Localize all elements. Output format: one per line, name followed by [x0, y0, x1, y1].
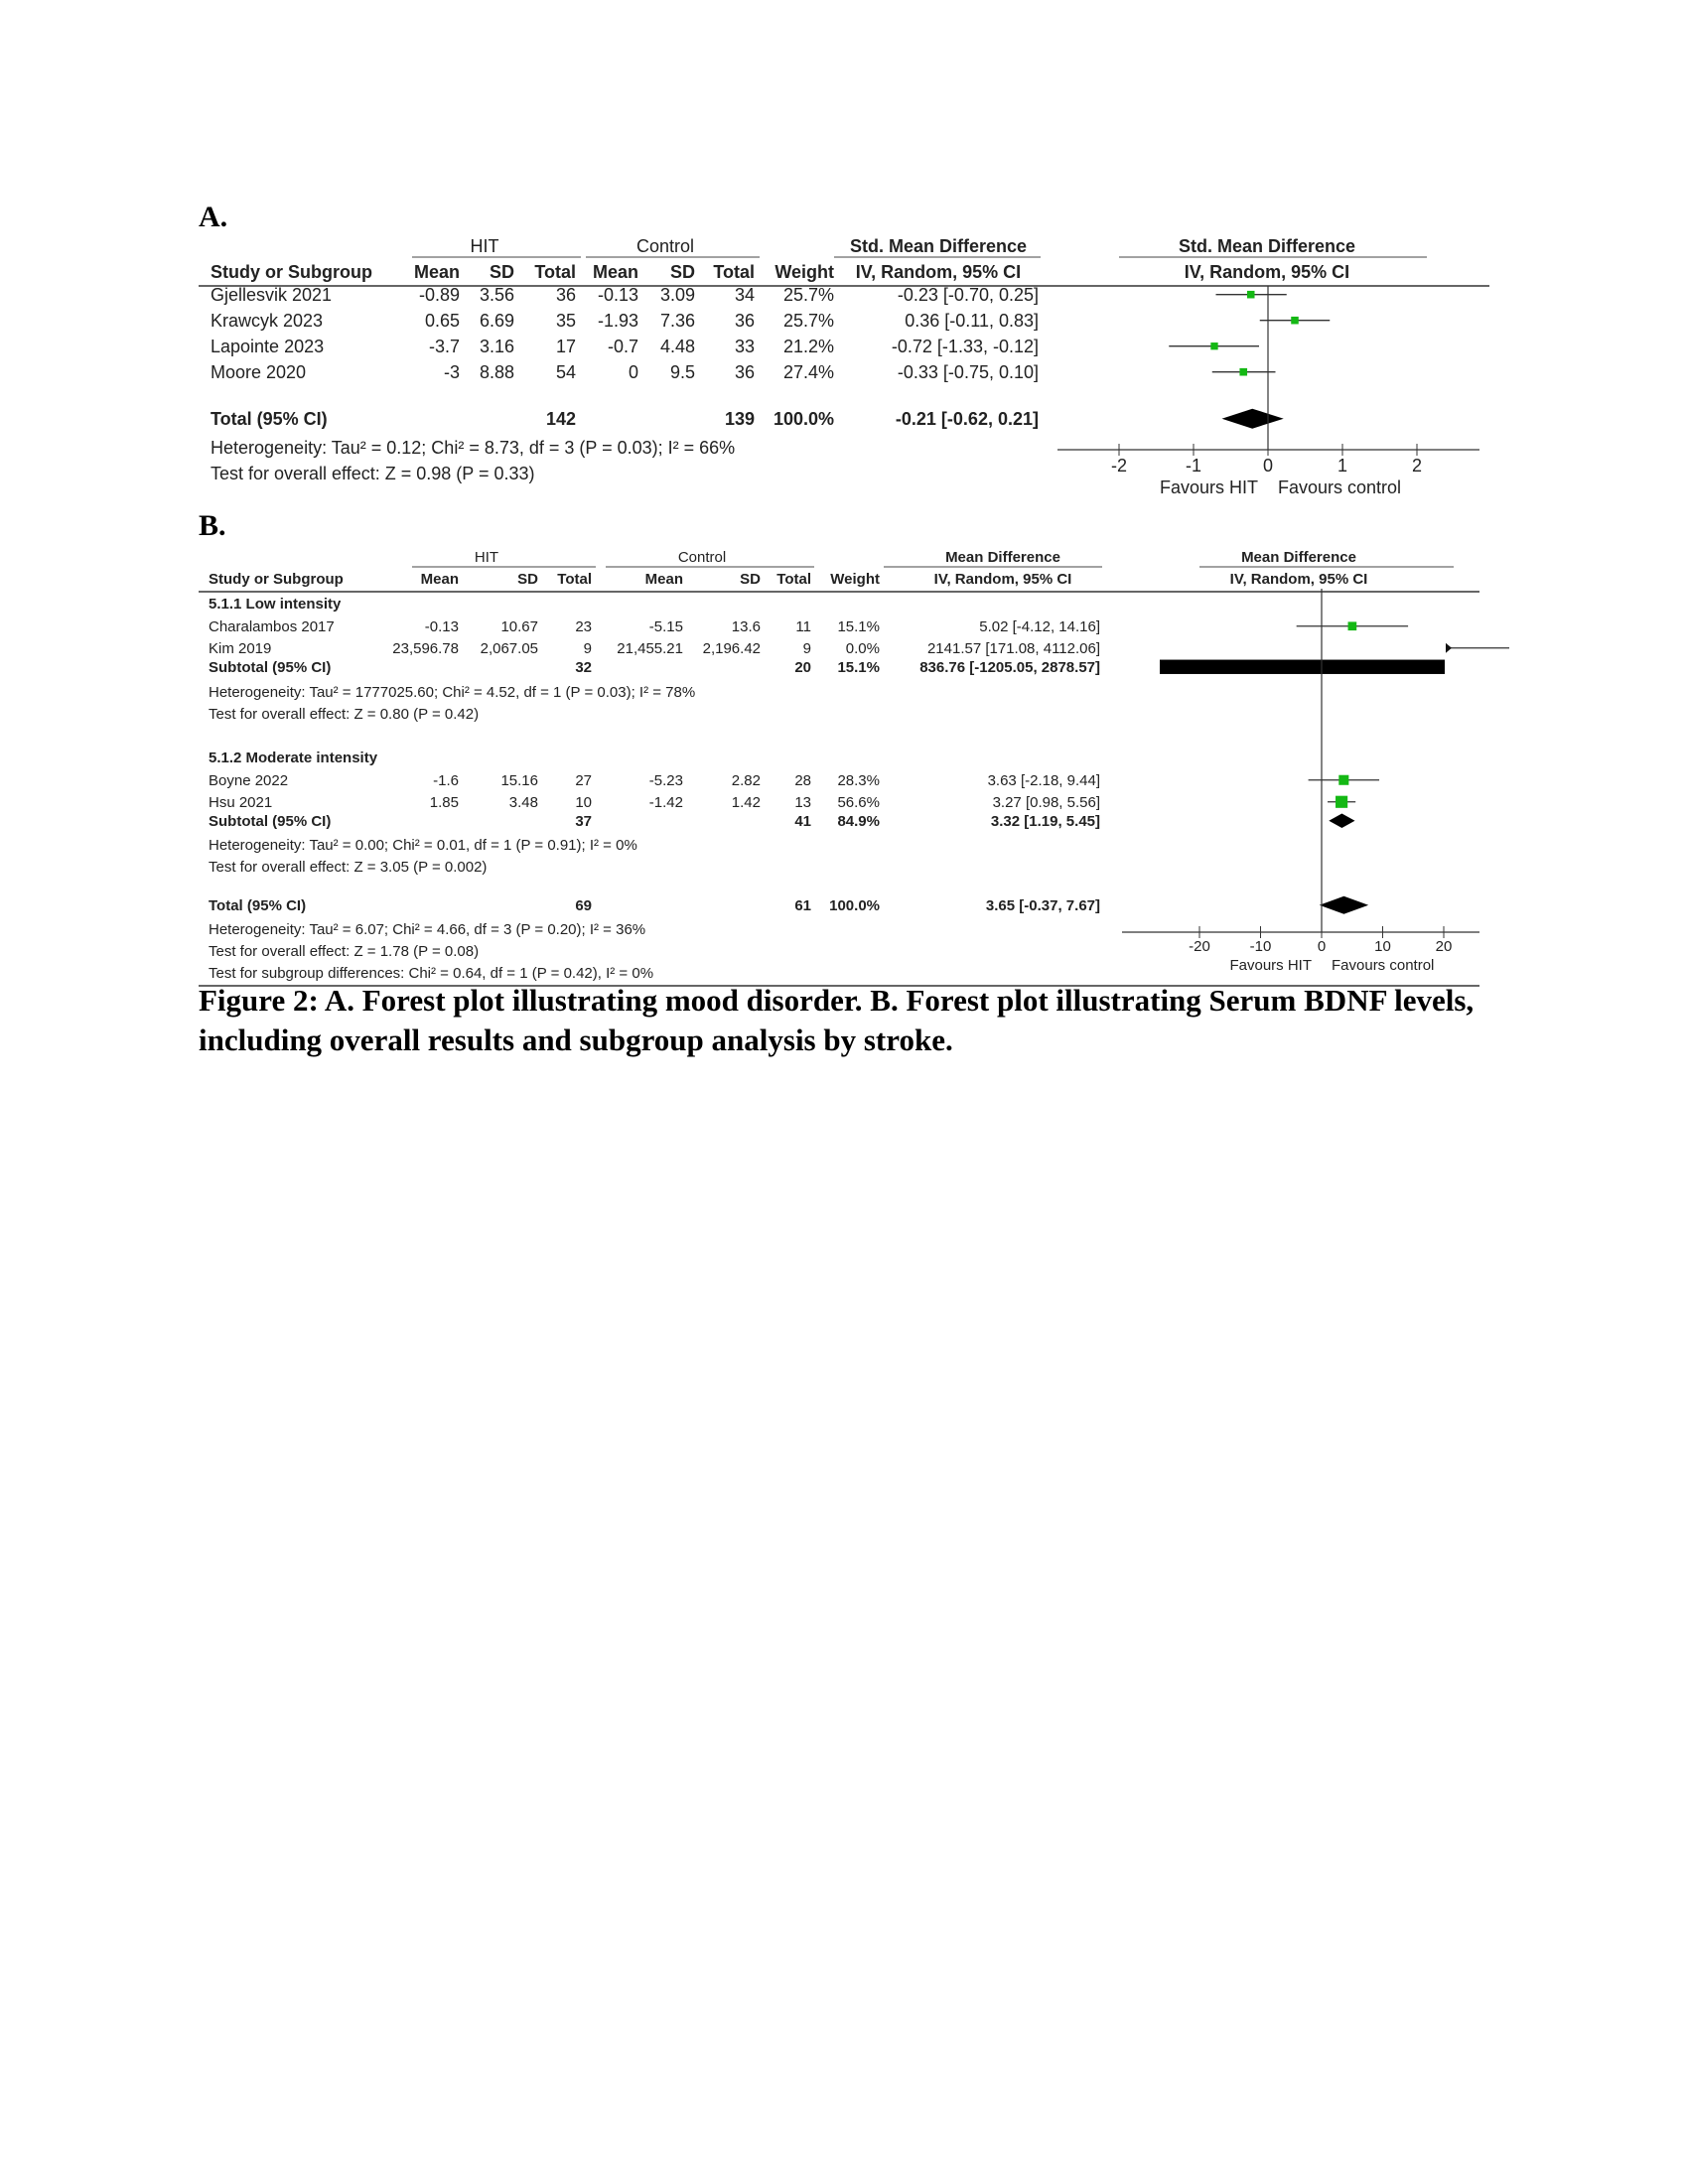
cell-n_e: 37 [575, 813, 592, 830]
cell-weight: 21.2% [782, 337, 834, 356]
cell-weight: 15.1% [837, 659, 880, 676]
total-label: Total (95% CI) [209, 897, 307, 914]
statistics-note: Heterogeneity: Tau² = 0.12; Chi² = 8.73, df = 3 (P = 0.03); I² = 66% [211, 438, 736, 458]
study-name: Boyne 2022 [209, 772, 289, 789]
cell-n_e: 36 [555, 285, 576, 305]
cell-sd_c: 1.42 [731, 794, 761, 811]
cell-ci_text: 2141.57 [171.08, 4112.06] [926, 640, 1100, 657]
cell-n_c: 20 [794, 659, 811, 676]
cell-mean_c: -5.23 [648, 772, 683, 789]
subtotal-diamond [1329, 814, 1354, 828]
cell-weight: 25.7% [782, 311, 834, 331]
cell-weight: 27.4% [782, 362, 834, 382]
control-group-header: Control [677, 549, 727, 566]
cell-n_c: 11 [795, 618, 811, 635]
cell-sd_e: 3.16 [479, 337, 514, 356]
column-header: SD [517, 571, 538, 588]
cell-n_c: 33 [734, 337, 755, 356]
effect-header-title: Mean Difference [945, 549, 1060, 566]
cell-weight: 84.9% [837, 813, 880, 830]
column-header: SD [489, 262, 514, 282]
column-header: Total [713, 262, 755, 282]
cell-n_e: 10 [575, 794, 592, 811]
effect-header-method: IV, Random, 95% CI [855, 262, 1022, 282]
favours-right-label: Favours control [1332, 957, 1435, 974]
cell-ci_text: -0.33 [-0.75, 0.10] [897, 362, 1039, 382]
ci-overflow-arrow [1446, 643, 1452, 653]
cell-n_e: 17 [555, 337, 576, 356]
cell-sd_e: 15.16 [500, 772, 538, 789]
column-header: Study or Subgroup [209, 571, 344, 588]
favours-left-label: Favours HIT [1159, 478, 1258, 497]
cell-ci_text: 836.76 [-1205.05, 2878.57] [919, 659, 1100, 676]
panel-a-label: A. [199, 201, 228, 233]
x-tick-label: -1 [1185, 456, 1202, 476]
effect-header-title: Std. Mean Difference [849, 236, 1028, 256]
cell-n_e: 27 [575, 772, 592, 789]
x-tick-label: 0 [1317, 938, 1327, 955]
x-tick-label: 10 [1374, 938, 1391, 955]
cell-n_e: 32 [575, 659, 592, 676]
cell-sd_c: 7.36 [659, 311, 695, 331]
study-name: Gjellesvik 2021 [211, 285, 333, 305]
study-name: Kim 2019 [209, 640, 272, 657]
point-estimate-square [1336, 796, 1347, 808]
point-estimate-square [1348, 621, 1357, 630]
statistics-note: Heterogeneity: Tau² = 1777025.60; Chi² = 4.52, df = 1 (P = 0.03); I² = 78% [209, 684, 696, 701]
point-estimate-square [1247, 291, 1255, 299]
cell-weight: 100.0% [829, 897, 880, 914]
total-diamond [1222, 409, 1284, 429]
cell-ci_text: 0.36 [-0.11, 0.83] [905, 311, 1039, 331]
study-name: Lapointe 2023 [211, 337, 325, 356]
subtotal-label: Subtotal (95% CI) [209, 659, 332, 676]
cell-ci_text: 3.65 [-0.37, 7.67] [985, 897, 1100, 914]
point-estimate-square [1291, 317, 1299, 325]
cell-weight: 25.7% [782, 285, 834, 305]
column-header: Mean [592, 262, 638, 282]
cell-n_c: 28 [794, 772, 811, 789]
cell-n_c: 34 [734, 285, 755, 305]
cell-sd_c: 4.48 [659, 337, 695, 356]
plot-header-method: IV, Random, 95% CI [1184, 262, 1350, 282]
total-diamond [1320, 896, 1368, 914]
cell-n_c: 36 [734, 311, 755, 331]
cell-n_e: 35 [555, 311, 576, 331]
panel-b-label: B. [199, 509, 226, 542]
cell-n_c: 36 [734, 362, 755, 382]
column-header: Weight [774, 262, 834, 282]
point-estimate-square [1239, 368, 1247, 376]
column-header: Mean [413, 262, 460, 282]
column-header: Total [557, 571, 592, 588]
cell-ci_text: 3.63 [-2.18, 9.44] [987, 772, 1100, 789]
cell-weight: 56.6% [837, 794, 880, 811]
control-group-header: Control [635, 236, 695, 256]
statistics-note: Test for subgroup differences: Chi² = 0.64, df = 1 (P = 0.42), I² = 0% [209, 965, 654, 982]
x-tick-label: -20 [1189, 938, 1210, 955]
cell-n_c: 139 [724, 409, 755, 429]
cell-ci_text: 3.27 [0.98, 5.56] [992, 794, 1100, 811]
subtotal-label: Subtotal (95% CI) [209, 813, 332, 830]
cell-n_e: 9 [583, 640, 592, 657]
plot-header-title: Mean Difference [1241, 549, 1356, 566]
hit-group-header: HIT [470, 236, 499, 256]
cell-n_c: 41 [794, 813, 811, 830]
cell-sd_e: 3.48 [508, 794, 538, 811]
cell-mean_e: -3.7 [428, 337, 460, 356]
forest-plot-b [199, 541, 1509, 988]
cell-ci_text: 3.32 [1.19, 5.45] [990, 813, 1100, 830]
favours-left-label: Favours HIT [1229, 957, 1312, 974]
cell-ci_text: -0.21 [-0.62, 0.21] [895, 409, 1039, 429]
column-header: Total [534, 262, 576, 282]
statistics-note: Test for overall effect: Z = 1.78 (P = 0.08) [209, 943, 480, 960]
cell-mean_c: -0.7 [607, 337, 638, 356]
statistics-note: Heterogeneity: Tau² = 0.00; Chi² = 0.01, df = 1 (P = 0.91); I² = 0% [209, 837, 637, 854]
x-tick-label: -2 [1110, 456, 1128, 476]
cell-mean_c: -5.15 [648, 618, 683, 635]
subgroup-title: 5.1.1 Low intensity [209, 596, 342, 613]
cell-n_c: 61 [794, 897, 811, 914]
cell-mean_c: -1.42 [648, 794, 683, 811]
cell-ci_text: 5.02 [-4.12, 14.16] [979, 618, 1100, 635]
cell-mean_e: 1.85 [429, 794, 459, 811]
statistics-note: Heterogeneity: Tau² = 6.07; Chi² = 4.66, df = 3 (P = 0.20); I² = 36% [209, 921, 646, 938]
point-estimate-square [1338, 775, 1348, 785]
effect-header-method: IV, Random, 95% CI [933, 571, 1072, 588]
column-header: Mean [644, 571, 683, 588]
statistics-note: Test for overall effect: Z = 3.05 (P = 0.002) [209, 859, 488, 876]
cell-sd_e: 8.88 [479, 362, 514, 382]
statistics-note: Test for overall effect: Z = 0.80 (P = 0.42) [209, 706, 480, 723]
point-estimate-square [1210, 342, 1217, 349]
column-header: SD [669, 262, 695, 282]
x-tick-label: 1 [1336, 456, 1348, 476]
cell-n_e: 23 [575, 618, 592, 635]
cell-n_c: 9 [802, 640, 811, 657]
x-tick-label: 20 [1435, 938, 1453, 955]
forest-plot-a [199, 228, 1509, 511]
cell-sd_c: 2,196.42 [702, 640, 761, 657]
cell-mean_c: -0.13 [597, 285, 638, 305]
total-label: Total (95% CI) [211, 409, 328, 429]
cell-weight: 100.0% [773, 409, 834, 429]
cell-sd_c: 3.09 [659, 285, 695, 305]
cell-weight: 28.3% [837, 772, 880, 789]
cell-mean_c: -1.93 [597, 311, 638, 331]
subgroup-title: 5.1.2 Moderate intensity [209, 750, 378, 766]
x-tick-label: 0 [1262, 456, 1274, 476]
cell-ci_text: -0.23 [-0.70, 0.25] [897, 285, 1039, 305]
cell-sd_e: 10.67 [500, 618, 538, 635]
study-name: Charalambos 2017 [209, 618, 335, 635]
cell-sd_c: 9.5 [669, 362, 695, 382]
x-tick-label: 2 [1411, 456, 1423, 476]
study-name: Moore 2020 [211, 362, 307, 382]
cell-sd_c: 2.82 [731, 772, 761, 789]
cell-sd_e: 3.56 [479, 285, 514, 305]
cell-weight: 15.1% [837, 618, 880, 635]
figure-caption: Figure 2: A. Forest plot illustrating mood disorder. B. Forest plot illustrating Serum BDNF levels, including overall results and subgroup analysis by stroke. [199, 983, 1475, 1057]
column-header: Total [776, 571, 811, 588]
cell-ci_text: -0.72 [-1.33, -0.12] [891, 337, 1039, 356]
cell-mean_e: -3 [443, 362, 460, 382]
cell-n_e: 69 [575, 897, 592, 914]
column-header: Mean [420, 571, 459, 588]
cell-mean_e: -0.13 [424, 618, 459, 635]
subtotal-diamond [1160, 660, 1445, 674]
column-header: Weight [830, 571, 880, 588]
cell-mean_e: 23,596.78 [392, 640, 459, 657]
plot-header-method: IV, Random, 95% CI [1229, 571, 1368, 588]
cell-mean_e: -0.89 [418, 285, 460, 305]
cell-sd_e: 6.69 [479, 311, 514, 331]
x-tick-label: -10 [1249, 938, 1272, 955]
cell-mean_c: 21,455.21 [617, 640, 683, 657]
study-name: Krawcyk 2023 [211, 311, 324, 331]
favours-right-label: Favours control [1278, 478, 1402, 497]
hit-group-header: HIT [474, 549, 499, 566]
cell-n_e: 142 [545, 409, 576, 429]
cell-n_e: 54 [555, 362, 576, 382]
cell-mean_c: 0 [628, 362, 638, 382]
cell-mean_e: 0.65 [424, 311, 460, 331]
plot-header-title: Std. Mean Difference [1178, 236, 1356, 256]
study-name: Hsu 2021 [209, 794, 273, 811]
column-header: SD [740, 571, 761, 588]
statistics-note: Test for overall effect: Z = 0.98 (P = 0.33) [211, 464, 535, 483]
cell-mean_e: -1.6 [433, 772, 459, 789]
cell-sd_e: 2,067.05 [480, 640, 538, 657]
cell-weight: 0.0% [845, 640, 880, 657]
column-header: Study or Subgroup [211, 262, 372, 282]
cell-n_c: 13 [794, 794, 811, 811]
cell-sd_c: 13.6 [731, 618, 761, 635]
